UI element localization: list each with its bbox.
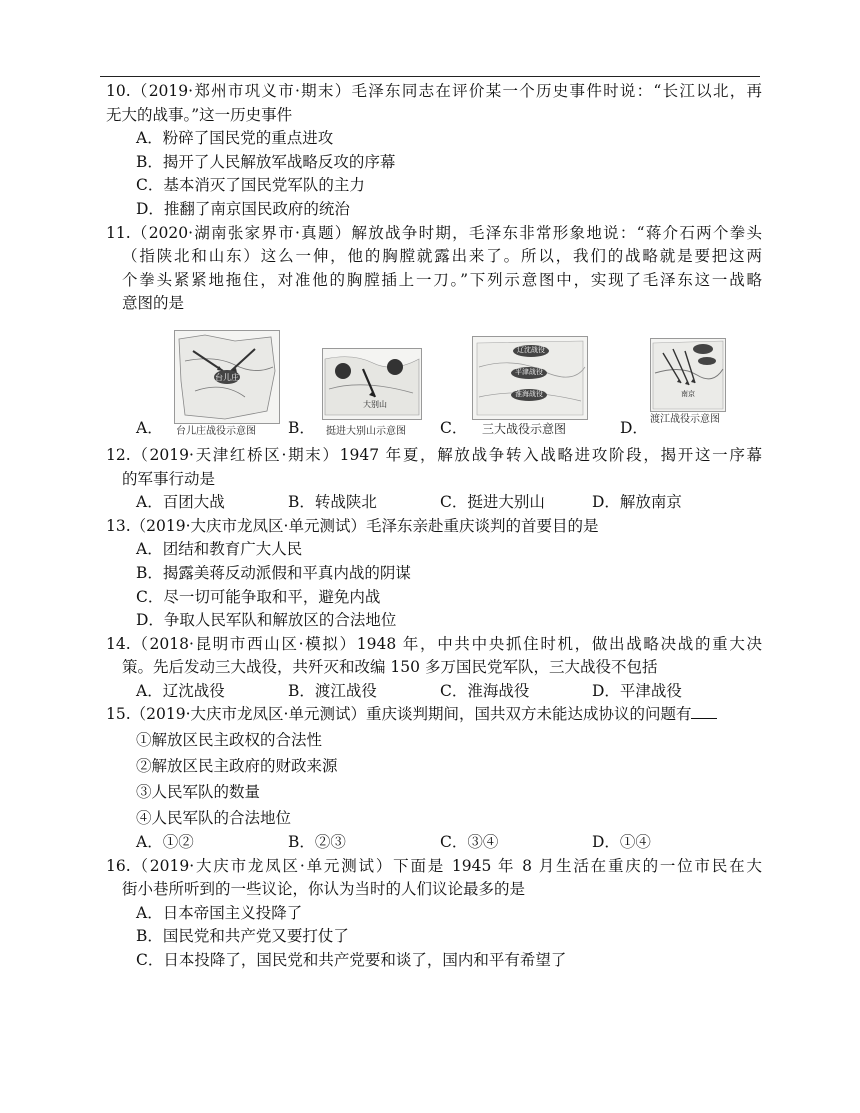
answer-option[interactable]: B．转战陕北 — [288, 493, 377, 512]
map-sketch-icon — [651, 339, 725, 411]
map-caption: 挺进大别山示意图 — [326, 425, 406, 437]
answer-option[interactable]: B．②③ — [288, 833, 346, 852]
question-stem-line: 策。先后发动三大战役，共歼灭和改编 150 多万国民党军队，三大战役不包括 — [122, 658, 658, 677]
question-list — [106, 80, 762, 973]
map-place-label: 大别山 — [363, 399, 387, 409]
question-13 — [106, 515, 762, 633]
header-rule — [100, 76, 760, 77]
dabieshan-map-image[interactable] — [322, 348, 422, 420]
question-stem-line — [106, 703, 762, 727]
answer-option[interactable]: C．③④ — [440, 833, 499, 852]
map-place-label: 平津战役 — [515, 367, 543, 376]
question-stem-line: 14.（2018·昆明市西山区·模拟）1948 年，中共中央抓住时机，做出战略决战的重大决 — [106, 634, 762, 653]
question-15 — [106, 703, 762, 854]
question-stem-line: （指陕北和山东）这么一伸，他的胸膛就露出来了。所以，我们的战略就是要把这两 — [122, 247, 762, 266]
map-caption: 台儿庄战役示意图 — [176, 425, 256, 437]
map-place-label: 淮海战役 — [515, 389, 543, 398]
options-row — [106, 491, 762, 515]
answer-option[interactable]: D．争取人民军队和解放区的合法地位 — [136, 611, 397, 630]
map-option-d-letter[interactable]: D． — [620, 418, 648, 437]
answer-option[interactable]: D．推翻了南京国民政府的统治 — [136, 199, 350, 218]
answer-option[interactable]: A．百团大战 — [136, 493, 225, 512]
statement-item: ②解放区民主政府的财政来源 — [136, 757, 338, 776]
answer-option[interactable]: A．辽沈战役 — [136, 681, 225, 700]
question-stem-line: 11.（2020·湖南张家界市·真题）解放战争时期，毛泽东非常形象地说：“蒋介石两个拳头 — [106, 223, 762, 242]
answer-option[interactable]: C．基本消灭了国民党军队的主力 — [136, 176, 365, 195]
map-caption: 渡江战役示意图 — [650, 413, 720, 425]
question-stem-line: 10.（2019·郑州市巩义市·期末）毛泽东同志在评价某一个历史事件时说：“长江以北，再 — [106, 82, 762, 100]
answer-option[interactable]: A．①② — [136, 833, 194, 852]
map-caption: 三大战役示意图 — [482, 421, 567, 436]
yangtze-crossing-map-image[interactable] — [650, 338, 726, 412]
options-row — [106, 680, 762, 704]
question-stem-line: 16.（2019·大庆市龙凤区·单元测试）下面是 1945 年 8 月生活在重庆的一位市民在大 — [106, 856, 762, 875]
answer-blank[interactable] — [691, 704, 717, 719]
answer-option[interactable]: C．挺进大别山 — [440, 493, 545, 512]
map-options-row — [106, 316, 762, 442]
three-campaigns-map-image[interactable] — [472, 336, 588, 420]
answer-option[interactable]: B．揭露美蒋反动派假和平真内战的阴谋 — [136, 563, 411, 582]
question-16 — [106, 855, 762, 973]
question-stem-line: 12.（2019·天津红桥区·期末）1947 年夏，解放战争转入战略进攻阶段，揭开这一序幕 — [106, 445, 762, 464]
taierzhuang-map-image[interactable] — [174, 330, 280, 424]
question-stem-line: 意图的是 — [122, 294, 185, 313]
question-12 — [106, 444, 762, 515]
answer-option[interactable]: D．解放南京 — [592, 493, 682, 512]
statement-item: ①解放区民主政权的合法性 — [136, 731, 323, 750]
question-stem-line: 个拳头紧紧地拖住，对准他的胸膛插上一刀。”下列示意图中，实现了毛泽东这一战略 — [122, 270, 762, 289]
answer-option[interactable]: A．粉碎了国民党的重点进攻 — [136, 129, 334, 148]
answer-option[interactable]: B．国民党和共产党又要打仗了 — [136, 927, 349, 946]
answer-option[interactable]: A．日本帝国主义投降了 — [136, 903, 303, 922]
statement-item: ④人民军队的合法地位 — [136, 809, 292, 828]
map-option-a-letter[interactable]: A． — [136, 418, 163, 437]
question-stem-line: 13.（2019·大庆市龙凤区·单元测试）毛泽东亲赴重庆谈判的首要目的是 — [106, 516, 599, 535]
question-11 — [106, 222, 762, 442]
question-stem-line: 的军事行动是 — [122, 469, 216, 488]
question-14 — [106, 633, 762, 704]
map-option-b-letter[interactable]: B． — [288, 418, 315, 437]
question-10 — [106, 80, 762, 222]
question-stem-line: 无大的战事。”这一历史事件 — [106, 105, 293, 124]
answer-option[interactable]: B．渡江战役 — [288, 681, 377, 700]
question-stem-text: 15.（2019·大庆市龙凤区·单元测试）重庆谈判期间，国共双方未能达成协议的问题有 — [106, 705, 692, 724]
statement-item: ③人民军队的数量 — [136, 783, 261, 802]
question-stem-line: 街小巷所听到的一些议论，你认为当时的人们议论最多的是 — [122, 880, 526, 899]
answer-option[interactable]: B．揭开了人民解放军战略反攻的序幕 — [136, 152, 396, 171]
options-row — [106, 831, 762, 855]
answer-option[interactable]: C．尽一切可能争取和平，避免内战 — [136, 587, 381, 606]
answer-option[interactable]: C．淮海战役 — [440, 681, 530, 700]
answer-option[interactable]: A．团结和教育广大人民 — [136, 540, 303, 559]
answer-option[interactable]: D．平津战役 — [592, 681, 682, 700]
answer-option[interactable]: C．日本投降了，国民党和共产党要和谈了，国内和平有希望了 — [136, 951, 567, 970]
map-place-label: 辽沈战役 — [517, 345, 545, 354]
answer-option[interactable]: D．①④ — [592, 833, 651, 852]
map-place-label: 南京 — [681, 389, 695, 398]
map-option-c-letter[interactable]: C． — [440, 418, 468, 437]
map-place-label: 台儿庄 — [215, 372, 239, 382]
